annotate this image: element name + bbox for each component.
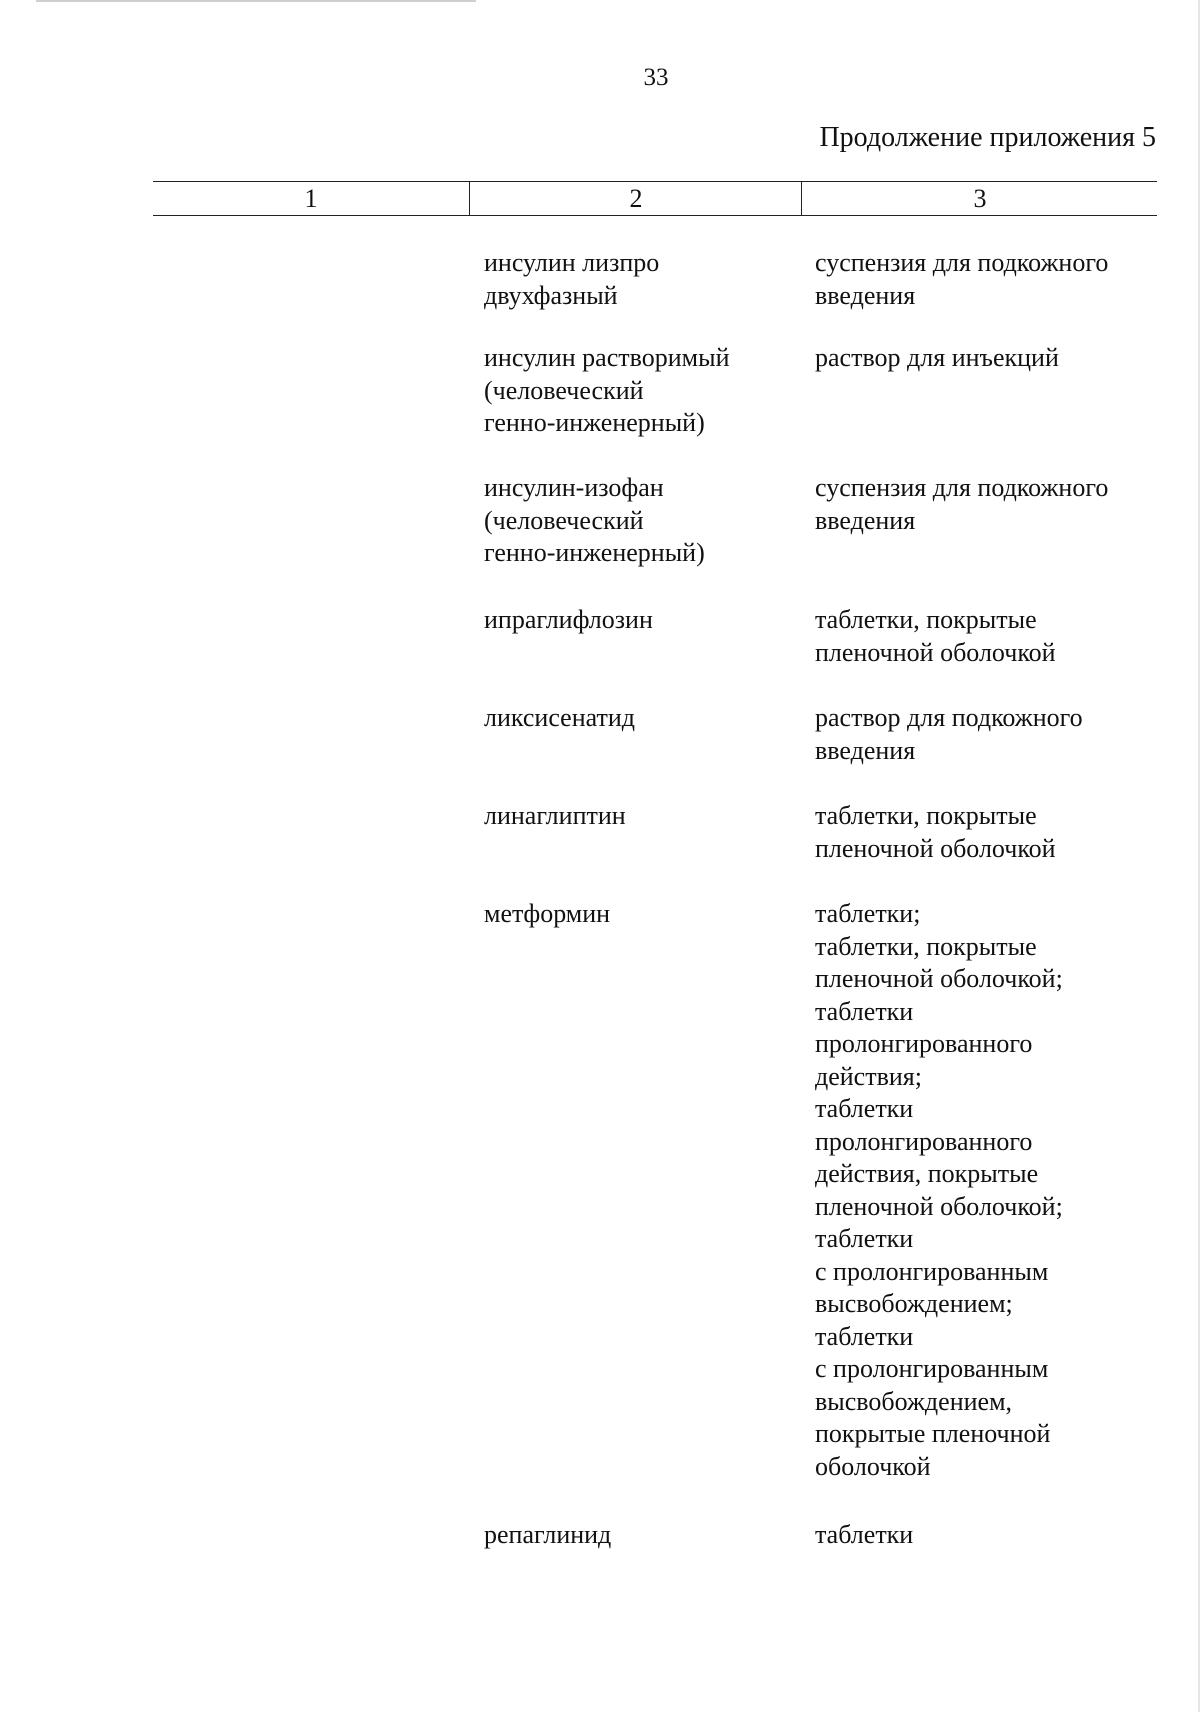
- page-number: 33: [643, 64, 669, 91]
- drug-name: инсулин-изофан (человеческий генно-инженерный): [484, 473, 705, 567]
- dosage-form: суспензия для подкожного введения: [815, 473, 1109, 535]
- drug-name: линаглиптин: [484, 801, 626, 830]
- appendix-continuation-label: Продолжение приложения 5: [819, 122, 1156, 153]
- table-header-col-2: 2: [469, 182, 802, 215]
- dosage-form: раствор для инъекций: [815, 343, 1059, 372]
- table-header-col-1: 1: [304, 184, 318, 213]
- dosage-form: раствор для подкожного введения: [815, 703, 1083, 765]
- dosage-form: таблетки: [815, 1520, 914, 1549]
- scan-edge-top: [36, 0, 476, 2]
- dosage-form: таблетки, покрытые пленочной оболочкой: [815, 801, 1056, 863]
- drug-name: ликсисенатид: [484, 703, 636, 732]
- dosage-form: таблетки; таблетки, покрытые пленочной оболочкой; таблетки пролонгированного действия; таблетки пролонгированного действия, покрытые пленочной оболочкой; таблетки с пролонгированным высвобождением; таблетки с пролонгированным высвобождением, покрытые пленочной оболочкой: [815, 899, 1063, 1481]
- table-header-col-3: 3: [801, 182, 1158, 215]
- drug-name: репаглинид: [484, 1520, 612, 1549]
- drug-name: метформин: [484, 899, 611, 928]
- table-header-row: [153, 181, 1157, 216]
- drug-name: ипраглифлозин: [484, 605, 653, 634]
- drug-name: инсулин растворимый (человеческий генно-инженерный): [484, 343, 730, 437]
- dosage-form: суспензия для подкожного введения: [815, 248, 1109, 310]
- drug-name: инсулин лизпро двухфазный: [484, 248, 660, 310]
- dosage-form: таблетки, покрытые пленочной оболочкой: [815, 605, 1056, 667]
